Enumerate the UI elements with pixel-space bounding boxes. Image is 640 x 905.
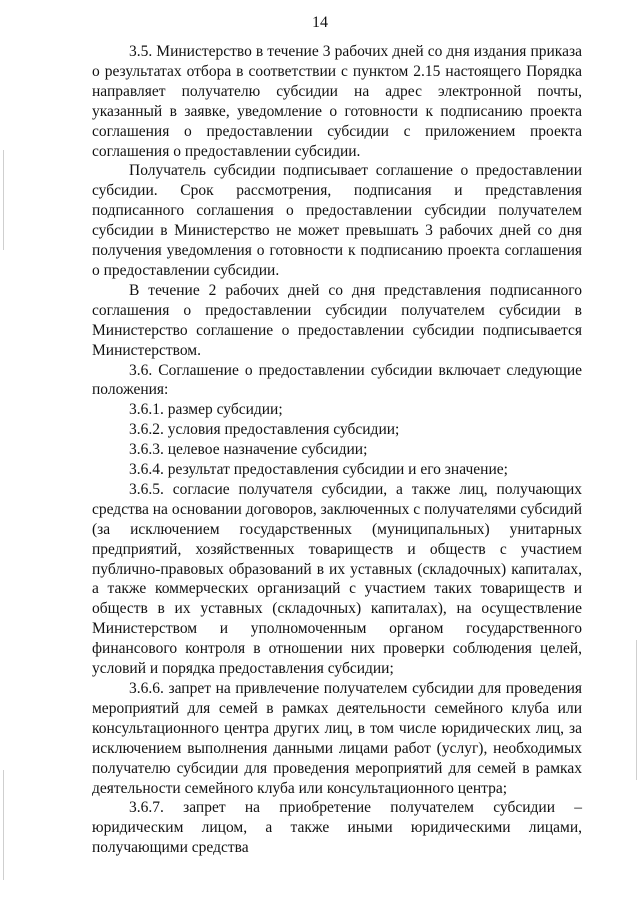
list-item-3-6-3: 3.6.3. целевое назначение субсидии;	[129, 441, 368, 459]
paragraph-3-5: 3.5. Министерство в течение 3 рабочих дней со дня издания приказа о результатах отбора в соответствии с пунктом 2.15 настоящего Порядка направляет получателю субсидии на адрес электронной почты, указанный в заявке, уведомление о готовности к подписанию проекта соглашения о предоставлении субсидии с приложением проекта соглашения о предоставлении субсидии.	[92, 43, 582, 160]
paragraph-ministry-signing: В течение 2 рабочих дней со дня представления подписанного соглашения о предоставлении субсидии получателем субсидии в Министерство соглашение о предоставлении субсидии подписывается Министерством.	[92, 281, 582, 359]
scan-edge-mark	[3, 150, 4, 250]
scan-edge-mark	[3, 770, 4, 880]
list-item-3-6-5: 3.6.5. согласие получателя субсидии, а также лиц, получающих средства на основании договоров, заключенных с получателями субсидий (за исключением государственных (муниципальных) унитарных предприятий, хозяйственных товариществ и обществ с участием публично-правовых образований в их уставных (складочных) капиталах, а также коммерческих организаций с участием таких товариществ и обществ в их уставных (складочных) капиталах), на осуществление Министерством и уполномоченным органом государственного финансового контроля в отношении них проверки соблюдения целей, условий и порядка предоставления субсидии;	[92, 480, 582, 678]
scan-edge-mark	[636, 640, 637, 780]
list-item-3-6-2: 3.6.2. условия предоставления субсидии;	[129, 421, 400, 439]
list-item-3-6-6: 3.6.6. запрет на привлечение получателем субсидии для проведения мероприятий для семей в рамках деятельности семейного клуба или консультационного центра других лиц, в том числе юридических лиц, за исключением выполнения данными лицами работ (услуг), необходимых получателю субсидии для проведения мероприятий для семей в рамках деятельности семейного клуба или консультационного центра;	[92, 680, 582, 797]
document-body	[92, 42, 582, 858]
paragraph-signing: Получатель субсидии подписывает соглашение о предоставлении субсидии. Срок рассмотрения, подписания и представления подписанного соглашения о предоставлении субсидии получателем субсидии в Министерство не может превышать 3 рабочих дней со дня получения уведомления о готовности к подписанию проекта соглашения о предоставлении субсидии.	[92, 162, 582, 279]
page-number: 14	[312, 14, 328, 31]
list-item-3-6-4: 3.6.4. результат предоставления субсидии и его значение;	[129, 461, 508, 479]
list-item-3-6-1: 3.6.1. размер субсидии;	[129, 401, 283, 419]
list-item-3-6-7: 3.6.7. запрет на приобретение получателем субсидии – юридическим лицом, а также иными юридическими лицами, получающими средства	[92, 799, 582, 857]
paragraph-3-6: 3.6. Соглашение о предоставлении субсидии включает следующие положения:	[92, 361, 582, 399]
